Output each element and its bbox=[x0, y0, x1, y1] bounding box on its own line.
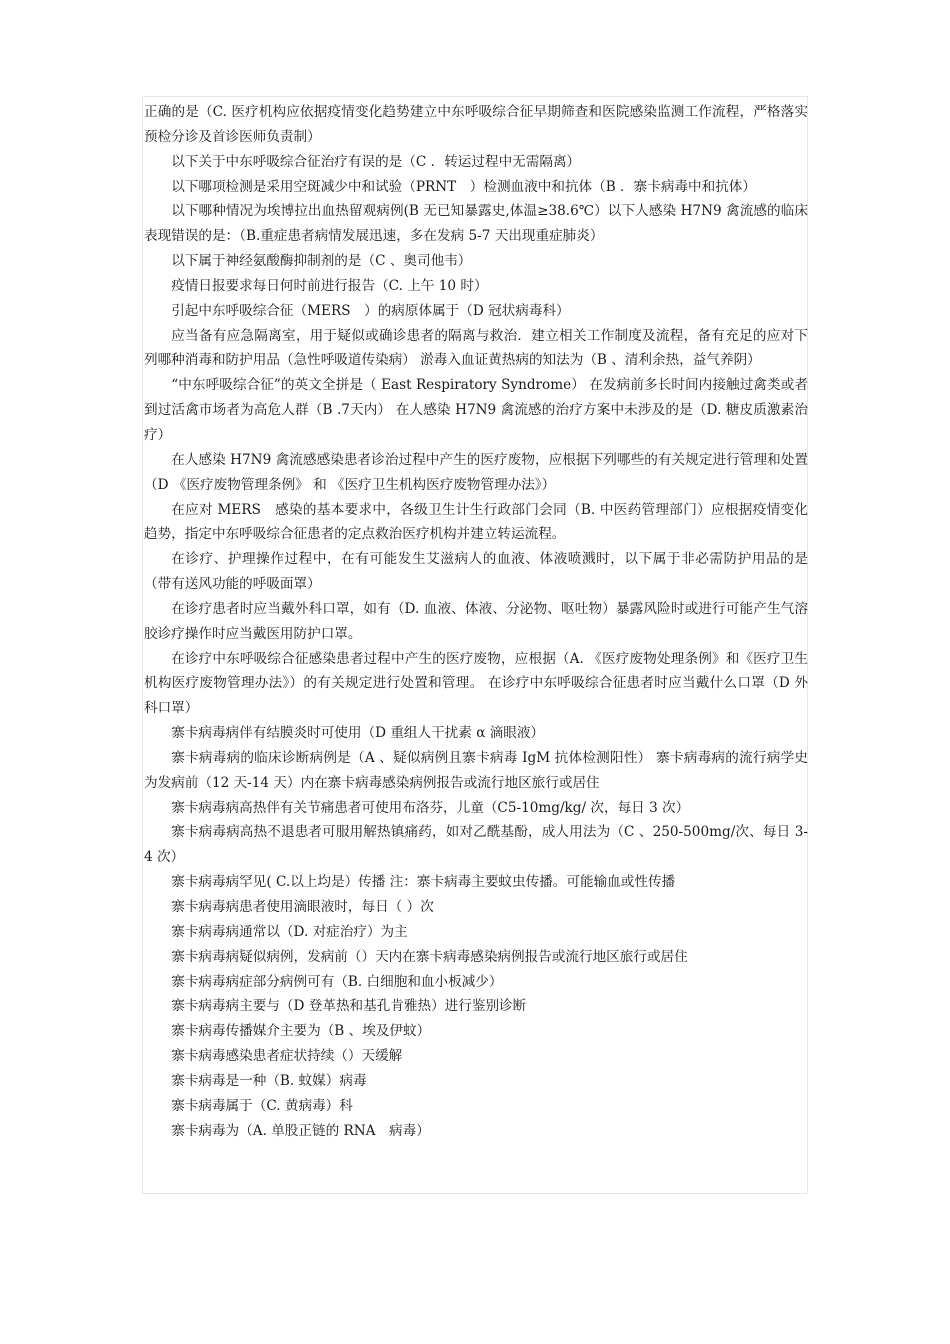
document-body bbox=[144, 100, 808, 1143]
paragraph: 在诊疗中东呼吸综合征感染患者过程中产生的医疗废物，应根据（A. 《医疗废物处理条例》和《医疗卫生机构医疗废物管理办法》）的有关规定进行处置和管理。 在诊疗中东呼吸综合征患者时应当戴什么口罩（D 外科口罩） bbox=[144, 650, 808, 717]
paragraph: 寨卡病毒是一种（B. 蚊媒）病毒 bbox=[171, 1072, 367, 1089]
paragraph: 寨卡病毒为（A. 单股正链的 RNA 病毒） bbox=[171, 1122, 430, 1139]
paragraph: 在诊疗、护理操作过程中，在有可能发生艾滋病人的血液、体液喷溅时，以下属于非必需防护用品的是（带有送风功能的呼吸面罩） bbox=[144, 551, 808, 593]
paragraph: 引起中东呼吸综合征（MERS ）的病原体属于（D 冠状病毒科） bbox=[171, 302, 570, 319]
paragraph: 寨卡病毒病罕见( C.以上均是）传播 注：寨卡病毒主要蚊虫传播。可能输血或性传播 bbox=[171, 874, 676, 891]
paragraph: 以下关于中东呼吸综合征治疗有误的是（C ．转运过程中无需隔离） bbox=[171, 153, 581, 170]
paragraph: 在诊疗患者时应当戴外科口罩，如有（D. 血液、体液、分泌物、呕吐物）暴露风险时或进行可能产生气溶胶诊疗操作时应当戴医用防护口罩。 bbox=[144, 600, 808, 642]
paragraph: 寨卡病毒病高热不退患者可服用解热镇痛药，如对乙酰基酚，成人用法为（C 、250-500mg/次、每日 3-4 次） bbox=[144, 824, 808, 866]
paragraph: 以下属于神经氨酸酶抑制剂的是（C 、奥司他韦） bbox=[171, 253, 472, 270]
paragraph: 寨卡病毒传播媒介主要为（B 、埃及伊蚊） bbox=[171, 1023, 431, 1040]
paragraph: 应当备有应急隔离室，用于疑似或确诊患者的隔离与救治．建立相关工作制度及流程，备有充足的应对下列哪种消毒和防护用品（急性呼吸道传染病） 淤毒入血证黄热病的知法为（B 、清利余热，益气养阴） bbox=[144, 327, 808, 369]
paragraph: 寨卡病毒属于（C. 黄病毒）科 bbox=[171, 1097, 353, 1114]
paragraph: 寨卡病毒病的临床诊断病例是（A 、疑似病例且寨卡病毒 IgM 抗体检测阳性） 寨卡病毒病的流行病学史为发病前（12 天-14 天）内在寨卡病毒感染病例报告或流行地区旅行或居住 bbox=[144, 749, 808, 791]
paragraph: 寨卡病毒病伴有结膜炎时可使用（D 重组人干扰素 α 滴眼液） bbox=[171, 725, 545, 742]
paragraph: 以下哪种情况为埃博拉出血热留观病例(B 无已知暴露史,体温≥38.6℃）以下人感染 H7N9 禽流感的临床表现错误的是：（B.重症患者病情发展迅速，多在发病 5-7 天出现重症肺炎） bbox=[144, 203, 808, 245]
paragraph: 寨卡病毒病主要与（D 登革热和基孔肯雅热）进行鉴别诊断 bbox=[171, 998, 527, 1015]
paragraph: 疫情日报要求每日何时前进行报告（C. 上午 10 时） bbox=[171, 277, 488, 294]
paragraph: 寨卡病毒病通常以（D. 对症治疗）为主 bbox=[171, 923, 408, 940]
paragraph: 在人感染 H7N9 禽流感感染患者诊治过程中产生的医疗废物，应根据下列哪些的有关规定进行管理和处置（D 《医疗废物管理条例》 和 《医疗卫生机构医疗废物管理办法》） bbox=[144, 451, 808, 493]
paragraph: 寨卡病毒病患者使用滴眼液时，每日（ ）次 bbox=[171, 899, 434, 915]
paragraph: “中东呼吸综合征”的英文全拼是（ East Respiratory Syndrome） 在发病前多长时间内接触过禽类或者到过活禽市场者为高危人群（B .7天内） 在人感染 H7N9 禽流感的治疗方案中未涉及的是（D. 糖皮质激素治疗） bbox=[144, 377, 808, 443]
paragraph: 在应对 MERS 感染的基本要求中，各级卫生计生行政部门会同（B. 中医药管理部门）应根据疫情变化趋势，指定中东呼吸综合征患者的定点救治医疗机构并建立转运流程。 bbox=[144, 501, 808, 543]
paragraph: 寨卡病毒感染患者症状持续（）天缓解 bbox=[171, 1048, 403, 1065]
paragraph: 寨卡病毒病高热伴有关节痛患者可使用布洛芬，儿童（C5-10mg/kg/ 次，每日 3 次） bbox=[171, 799, 690, 816]
paragraph: 正确的是（C. 医疗机构应依据疫情变化趋势建立中东呼吸综合征早期筛查和医院感染监测工作流程，严格落实预检分诊及首诊医师负责制） bbox=[144, 104, 808, 145]
paragraph: 寨卡病毒病疑似病例，发病前（）天内在寨卡病毒感染病例报告或流行地区旅行或居住 bbox=[171, 948, 688, 965]
paragraph: 寨卡病毒病症部分病例可有（B. 白细胞和血小板减少） bbox=[171, 973, 503, 990]
paragraph: 以下哪项检测是采用空斑减少中和试验（PRNT ）检测血液中和抗体（B ．寨卡病毒中和抗体） bbox=[171, 178, 756, 195]
